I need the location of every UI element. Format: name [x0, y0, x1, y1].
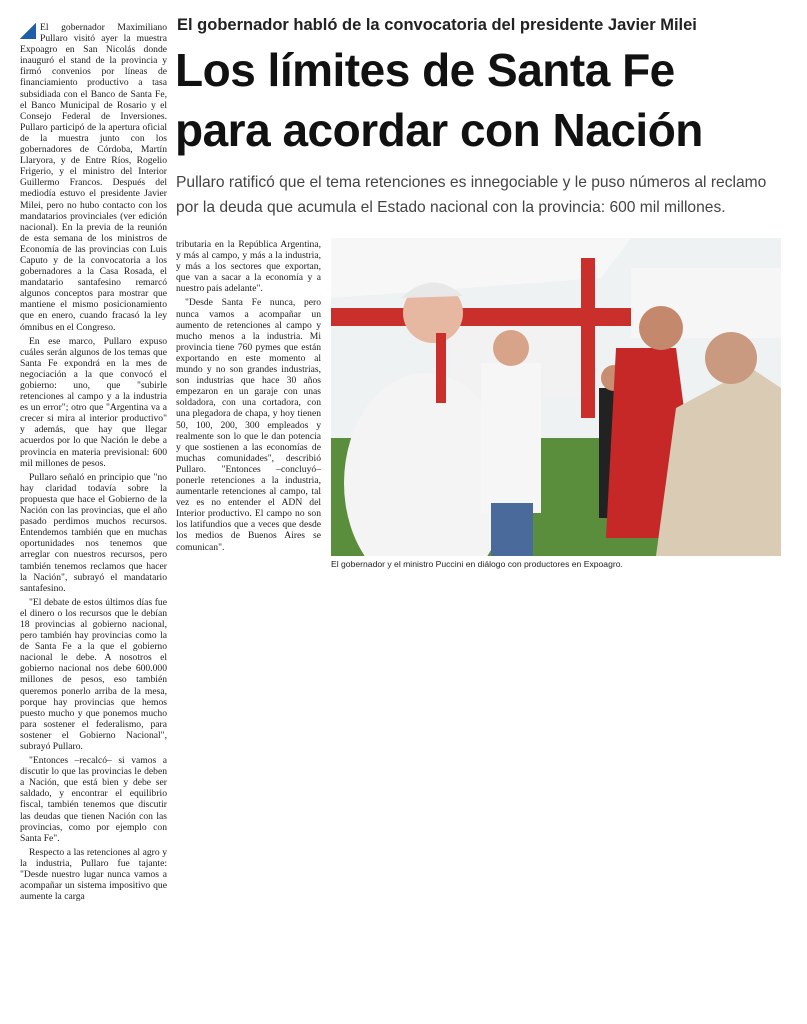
paragraph: "El debate de estos últimos días fue el dinero o los recursos que le debían 18 provincias al gobierno nacional, pero también hay provincias como la de Santa Fe a la que el gobierno nacional le debe. A nosotros el gobierno nacional nos debe 600.000 millones de pesos, eso también queremos ponerlo arriba de la mesa, porque hay provincias que hemos puesto mucho y que ponemos mucho para sostener el federalismo, para sostener el Gobierno Nacional", subrayó Pullaro. — [20, 596, 167, 752]
subhead: Pullaro ratificó que el tema retenciones es innegociable y le puso números al reclamo por la deuda que acumula el Estado nacional con la provincia: 600 mil millones. — [176, 174, 767, 216]
paragraph: En ese marco, Pullaro expuso cuáles serán algunos de los temas que Santa Fe expondrá en la mes de negociación a la que convocó el gobierno: uno, que "subirle retenciones al campo y a la industria es un error"; otro que "Argentina va a crecer si mira al interior productivo" y además, que hay que llegar acuerdos por lo que Nación le debe a provincia en materia previsional: 600 mil millones de pesos. — [20, 335, 167, 469]
paragraph: Pullaro señaló en principio que "no hay claridad todavía sobre la propuesta que hace el Gobierno de la Nación con las provincias, que el año pasado perdimos muchos recursos. Entendemos también que en muchas oportunidades nos tenemos que arreglar con nuestros recursos, pero también tenemos reclamos que hacer la Nación", subrayó el mandatario santafesino. — [20, 471, 167, 594]
headline-line: para acordar con Nación — [175, 104, 703, 156]
photo-illustration — [331, 238, 781, 556]
headline-line: Los límites de Santa Fe — [175, 44, 675, 96]
paragraph: tributaria en la República Argentina, y más al campo, y más a la industria, y más a los sectores que exportan, que van a sacar a la economía y a nuestro país adelante". — [176, 239, 321, 295]
news-photo — [331, 238, 781, 556]
middle-column — [176, 239, 321, 556]
headline — [175, 40, 795, 160]
paragraph: "Entonces –recalcó– si vamos a discutir lo que las provincias le deben a Nación, que está bien y debe ser saldado, y encontrar el equilibrio fiscal, también tenemos que discutir las deudas que tienen Nación con las provincias, como por ejemplo con Santa Fe". — [20, 755, 167, 844]
paragraph: Respecto a las retenciones al agro y la industria, Pullaro fue tajante: "Desde nuestro lugar nunca vamos a acompañar un sistema impositivo que aumente la carga — [20, 846, 167, 903]
paragraph: El gobernador Maximiliano Pullaro visitó ayer la muestra Expoagro en San Nicolás donde inauguró el stand de la provincia y firmó convenios por líneas de financiamiento productivo a tasa subsidiada con el Banco de Santa Fe, el Banco Municipal de Rosario y el Consejo Federal de Inversiones. Pullaro participó de la apertura oficial de la muestra junto con los gobernadores de Córdoba, Martín Llaryora, y de Entre Ríos, Rogelio Frigerio, y el ministro del Interior Guillermo Francos. Después del mediodía estuvo el presidente Javier Milei, pero no hubo contacto con los mandatarios provinciales (ver edición nacional). En la previa de la reunión de esta semana de los ministros de Economía de las provincias con Luis Caputo y de la convocatoria a los gobernadores a la Casa Rosada, el mandatario santafesino remarcó algunos conceptos para mostrar que mantiene el mismo posicionamiento que en enero, cuando fracasó la ley ómnibus en el Congreso. — [20, 22, 167, 333]
paragraph: "Desde Santa Fe nunca, pero nunca vamos a acompañar un aumento de retenciones al campo y mucho menos a la industria. Mi provincia tiene 760 pymes que están exportando en este momento al mundo y no son grandes industrias, son industrias que hace 30 años empezaron en un garaje con unas soldadora, con una cortadora, con una plegadora de chapa, y hoy tienen 50, 100, 200, 300 empleados y realmente son lo que le dan potencia y que sostienen a las economías de muchas comunidades", describió Pullaro. "Entonces –concluyó– ponerle retenciones a la industria, aumentarle retenciones al campo, tal vez es no entender el ADN del Interior productivo. El campo no son los latifundios que a veces que desde los medios de Buenos Aires se comunican". — [176, 297, 321, 553]
left-column — [20, 22, 167, 905]
photo-caption: El gobernador y el ministro Puccini en diálogo con productores en Expoagro. — [331, 559, 623, 569]
kicker: El gobernador habló de la convocatoria del presidente Javier Milei — [177, 16, 697, 34]
